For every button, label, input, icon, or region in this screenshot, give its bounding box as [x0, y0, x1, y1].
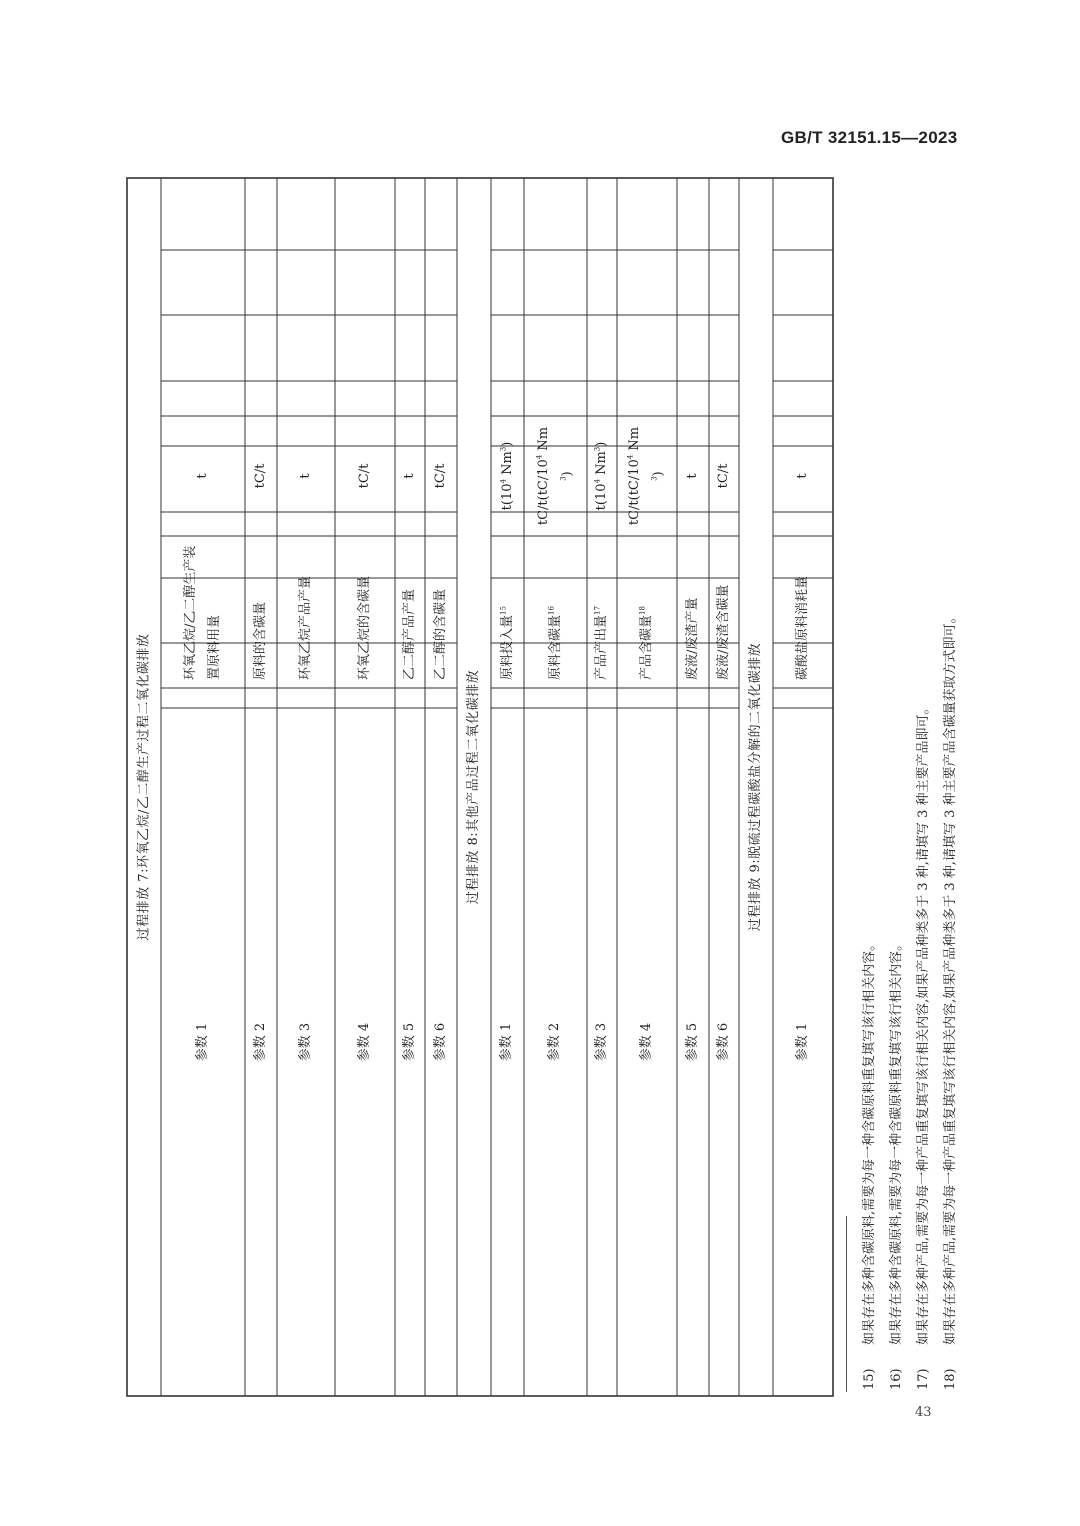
desc-cell: [491, 536, 524, 688]
footnote-rule: [846, 1216, 847, 1392]
desc-cell: [677, 536, 709, 688]
param-cell-text: 参数 6: [716, 1022, 731, 1062]
footnote-text: 如果存在多种产品,需要为每一种产品重复填写该行相关内容,如果产品种类多于 3 种,请填写 3 种主要产品含碳量获取方式即可。: [943, 610, 958, 1345]
desc-cell-text: 乙二醇的含碳量: [433, 588, 448, 680]
desc-cell-text: 环氧乙烷的含碳量: [357, 575, 372, 680]
unit-cell: [677, 416, 709, 536]
desc-cell: [395, 536, 425, 688]
footnote-number: 15): [862, 1368, 877, 1390]
section-title: [457, 178, 491, 1396]
param-cell-text: 参数 3: [594, 1022, 609, 1062]
param-cell: [587, 688, 617, 1396]
desc-cell: [587, 536, 617, 688]
desc-cell: [277, 536, 335, 688]
param-cell: [335, 688, 395, 1396]
unit-cell: [617, 416, 677, 536]
footnote-16: [885, 400, 909, 1390]
footnotes: [858, 400, 968, 1390]
unit-cell-text: $t(10^4$ Nm$^3$): [499, 441, 515, 511]
unit-cell: [773, 416, 833, 536]
unit-cell-text: tC/t: [357, 463, 372, 489]
desc-cell-text: 产品产出量$^{17}$: [593, 606, 609, 680]
desc-cell-text: 原料含碳量$^{16}$: [547, 606, 563, 680]
unit-cell-text: t: [298, 473, 313, 479]
param-cell-text: 参数 3: [298, 1022, 313, 1062]
unit-cell: [709, 416, 739, 536]
section-title-text: 过程排放 9:脱硫过程碳酸盐分解的二氧化碳排放: [748, 642, 764, 932]
param-cell: [491, 688, 524, 1396]
desc-cell-text: 原料投入量$^{15}$: [499, 606, 515, 680]
unit-cell-text: $tC/t(tC/10^4$ Nm$^3$): [626, 426, 666, 526]
param-cell: [617, 688, 677, 1396]
footnote-number: 17): [916, 1368, 931, 1390]
param-cell-text: 参数 2: [547, 1022, 563, 1062]
unit-cell-text: t: [685, 473, 700, 479]
footnote-number: 18): [943, 1368, 958, 1390]
desc-cell-text: 原料的含碳量: [253, 601, 268, 680]
section-title-text: 过程排放 7:环氧乙烷/乙二醇生产过程二氧化碳排放: [136, 633, 152, 941]
desc-cell: [161, 536, 245, 688]
param-cell: [425, 688, 457, 1396]
unit-cell: [245, 416, 277, 536]
param-cell: [245, 688, 277, 1396]
section-title: [739, 178, 773, 1396]
desc-cell: [617, 536, 677, 688]
section-title-text: 过程排放 8:其他产品过程二氧化碳排放: [466, 669, 482, 905]
standard-code: GB/T 32151.15—2023: [781, 128, 958, 147]
param-cell: [709, 688, 739, 1396]
footnote-text: 如果存在多种含碳原料,需要为每一种含碳原料重复填写该行相关内容。: [889, 937, 904, 1345]
footnote-text: 如果存在多种产品,需要为每一种产品重复填写该行相关内容,如果产品种类多于 3 种,请填写 3 种主要产品即可。: [916, 701, 931, 1345]
unit-cell-text: tC/t: [716, 463, 731, 489]
param-cell: [677, 688, 709, 1396]
unit-cell: [395, 416, 425, 536]
desc-cell-text: 产品含碳量$^{18}$: [638, 606, 654, 680]
param-cell-text: 参数 1: [195, 1022, 210, 1062]
param-cell: [773, 688, 833, 1396]
data-table: [127, 178, 833, 1396]
desc-cell-text: 环氧乙烷产品产量: [298, 575, 313, 680]
unit-cell: [425, 416, 457, 536]
unit-cell: [277, 416, 335, 536]
unit-cell: [161, 416, 245, 536]
desc-cell-text: 乙二醇产品产量: [402, 588, 417, 680]
desc-cell: [709, 536, 739, 688]
desc-cell: [245, 536, 277, 688]
desc-cell-text: 废液/废渣含碳量: [716, 584, 731, 680]
desc-cell-text: 环氧乙烷/乙二醇生产装置原料用量: [183, 545, 222, 680]
param-cell: [277, 688, 335, 1396]
param-cell-text: 参数 1: [795, 1022, 810, 1062]
desc-cell: [524, 536, 587, 688]
desc-cell: [335, 536, 395, 688]
param-cell-text: 参数 5: [402, 1022, 417, 1062]
unit-cell-text: $t(10^4$ Nm$^3$): [593, 441, 609, 511]
desc-cell-text: 碳酸盐原料消耗量: [795, 575, 810, 680]
param-cell-text: 参数 5: [685, 1022, 700, 1062]
desc-cell-text: 废液/废渣产量: [685, 597, 700, 680]
param-cell-text: 参数 4: [357, 1022, 372, 1062]
footnote-17: [912, 400, 936, 1390]
unit-cell-text: t: [402, 473, 417, 479]
param-cell: [395, 688, 425, 1396]
unit-cell-text: t: [795, 473, 810, 479]
param-cell-text: 参数 1: [499, 1022, 515, 1062]
unit-cell-text: tC/t: [253, 463, 268, 489]
footnote-18: [939, 400, 963, 1390]
unit-cell: [524, 416, 587, 536]
desc-cell: [425, 536, 457, 688]
footnote-text: 如果存在多种含碳原料,需要为每一种含碳原料重复填写该行相关内容。: [862, 937, 877, 1345]
param-cell-text: 参数 6: [433, 1022, 448, 1062]
unit-cell: [491, 416, 524, 536]
footnote-number: 16): [889, 1368, 904, 1390]
param-cell: [161, 688, 245, 1396]
unit-cell: [335, 416, 395, 536]
unit-cell: [587, 416, 617, 536]
footnote-15: [858, 400, 882, 1390]
unit-cell-text: tC/t: [433, 463, 448, 489]
unit-cell-text: $tC/t(tC/10^4$ Nm$^3$): [535, 426, 575, 526]
unit-cell-text: t: [195, 473, 210, 479]
section-title: [127, 178, 161, 1396]
param-cell-text: 参数 2: [253, 1022, 268, 1062]
page-number: 43: [915, 1405, 932, 1420]
desc-cell: [773, 536, 833, 688]
param-cell-text: 参数 4: [639, 1022, 654, 1062]
param-cell: [524, 688, 587, 1396]
